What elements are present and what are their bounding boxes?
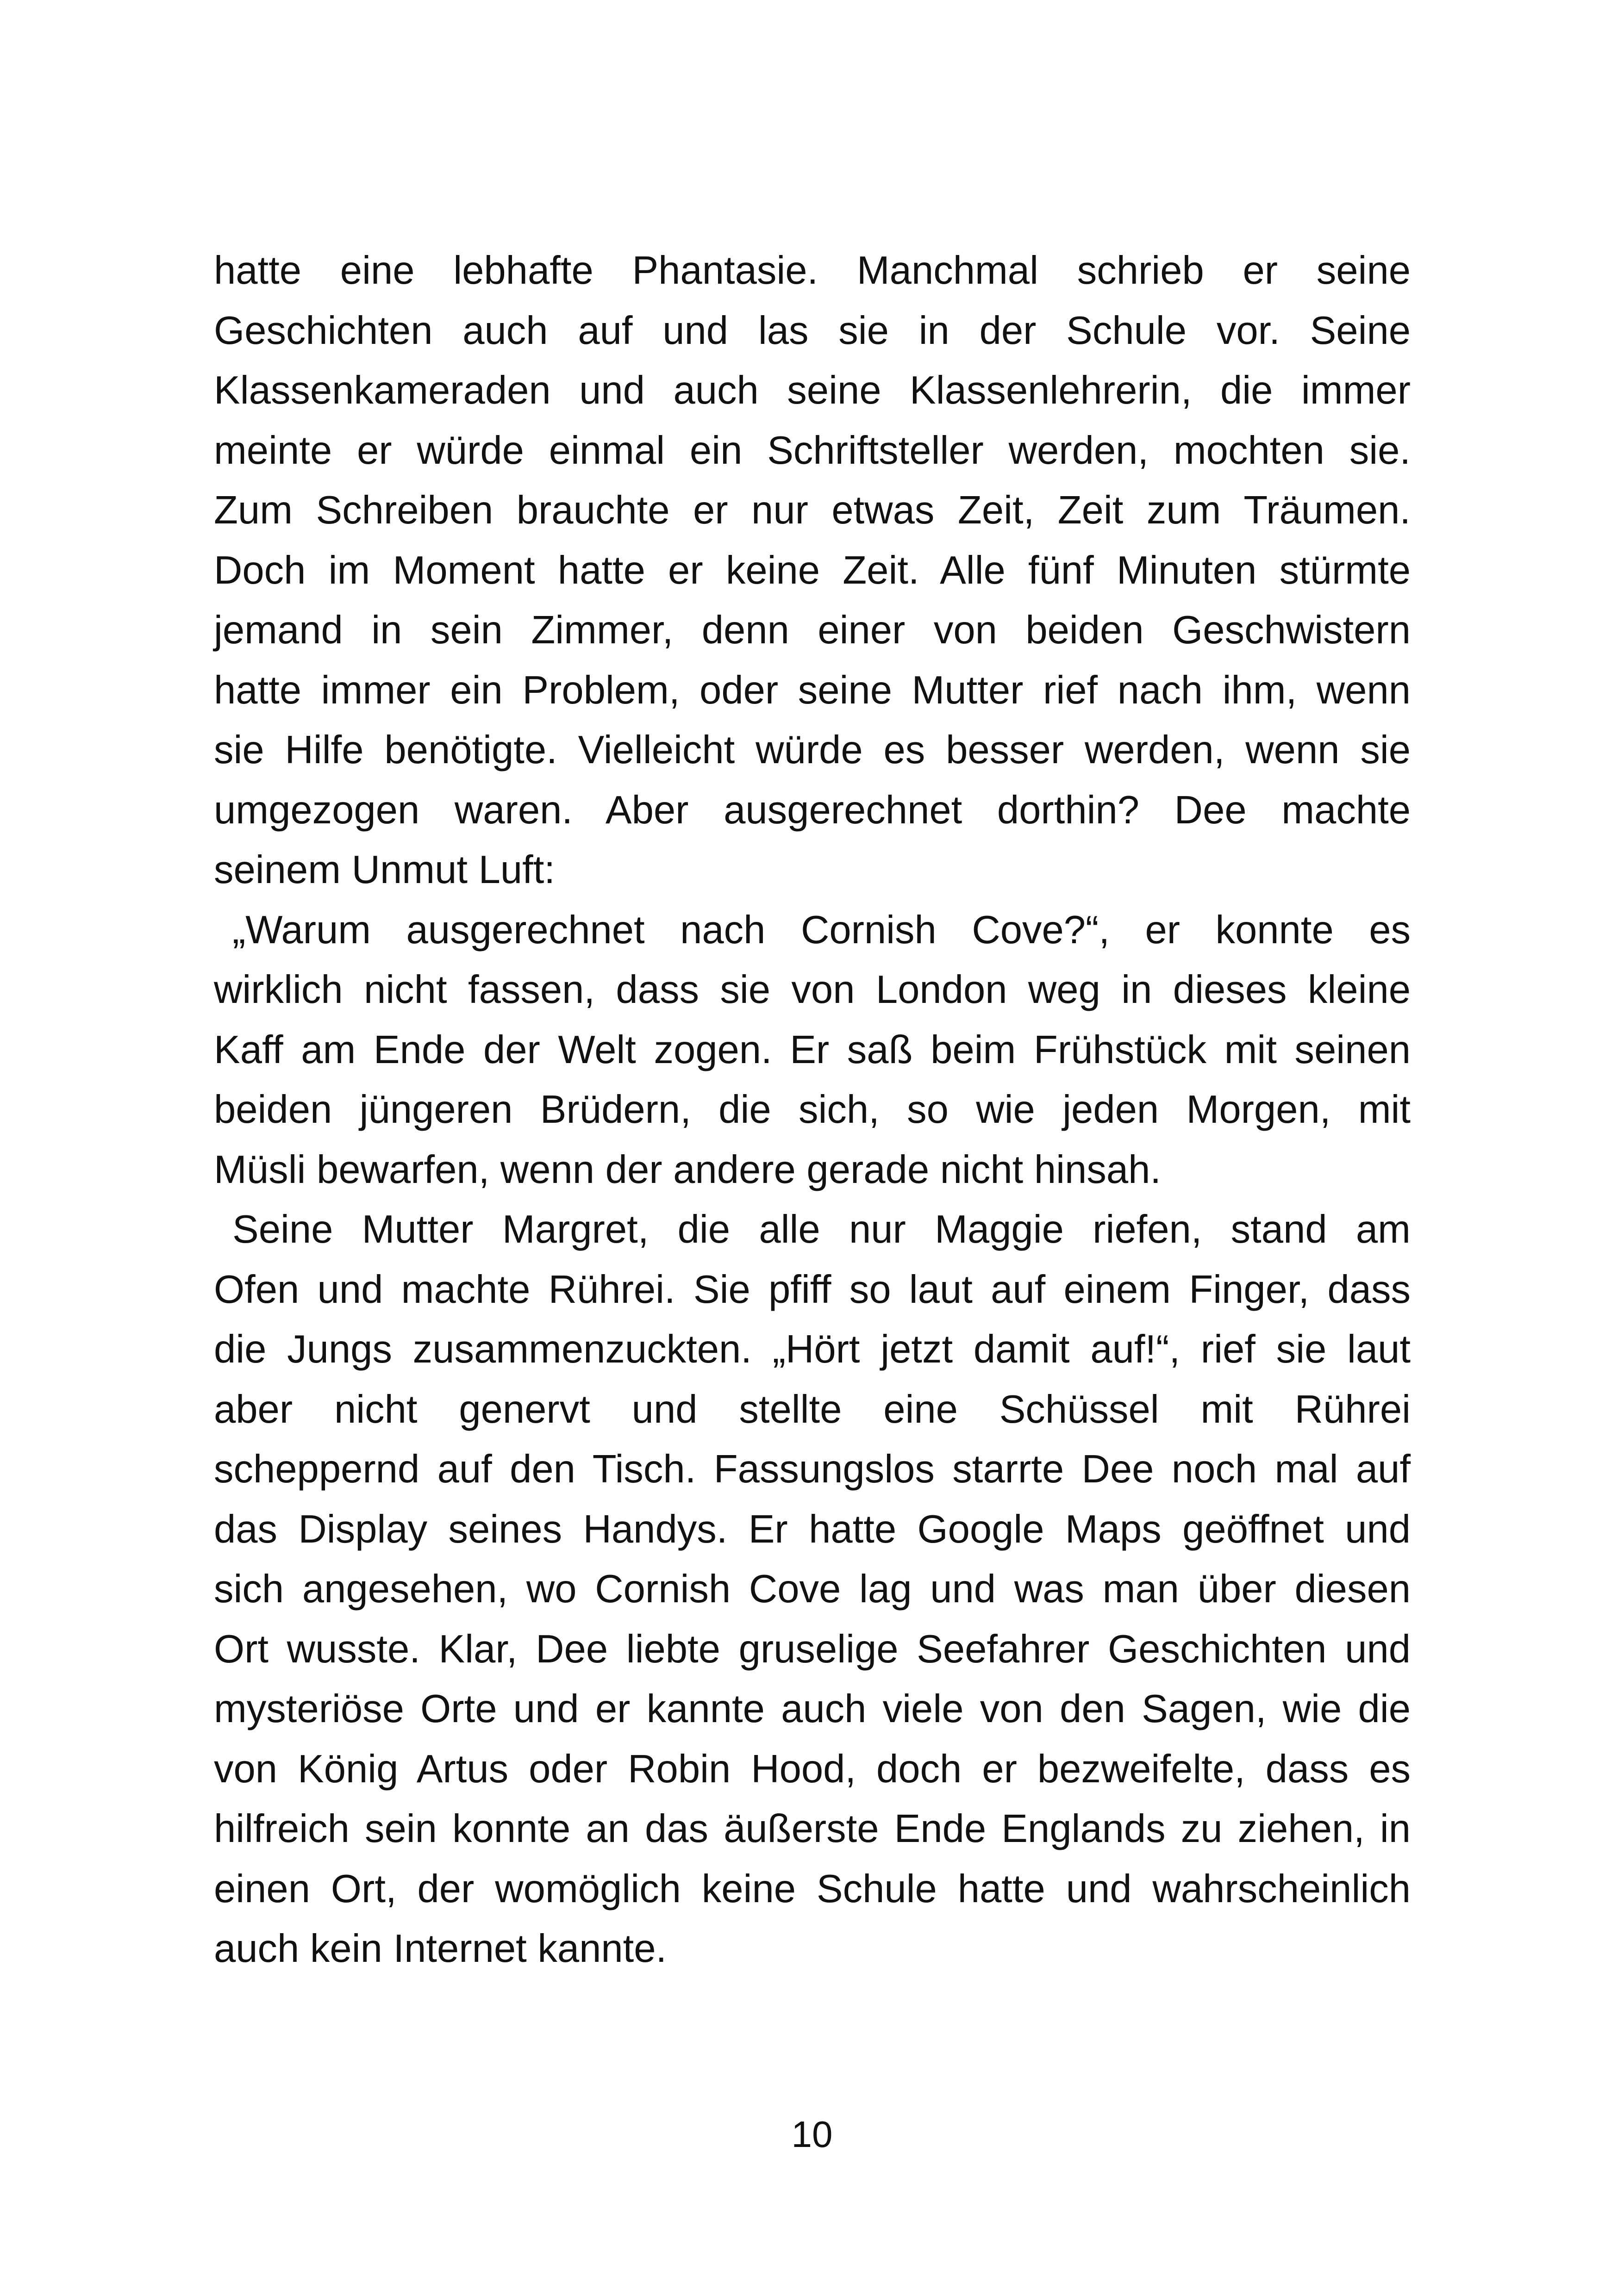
text-line: einen Ort, der womöglich keine Schule hatte und wahrscheinlich [214,1867,1411,1911]
text-line: hatte immer ein Problem, oder seine Mutter rief nach ihm, wenn [214,668,1411,712]
text-line: sich angesehen, wo Cornish Cove lag und was man über diesen [214,1567,1411,1611]
text-line: seinem Unmut Luft: [214,848,555,892]
text-line: Geschichten auch auf und las sie in der Schule vor. Seine [214,308,1411,353]
text-line: das Display seines Handys. Er hatte Google Maps geöffnet und [214,1507,1411,1551]
text-line: meinte er würde einmal ein Schriftsteller werden, mochten sie. [214,428,1411,473]
text-line: Ort wusste. Klar, Dee liebte gruselige Seefahrer Geschichten und [214,1627,1411,1671]
text-line: Zum Schreiben brauchte er nur etwas Zeit, Zeit zum Träumen. [214,488,1411,532]
text-line: jemand in sein Zimmer, denn einer von beiden Geschwistern [214,608,1411,652]
text-line: beiden jüngeren Brüdern, die sich, so wie jeden Morgen, mit [214,1088,1411,1132]
text-line: aber nicht genervt und stellte eine Schüssel mit Rührei [214,1387,1411,1431]
body-text [214,241,1411,1979]
text-line: Doch im Moment hatte er keine Zeit. Alle fünf Minuten stürmte [214,548,1411,592]
text-line: Ofen und machte Rührei. Sie pfiff so laut auf einem Finger, dass [214,1267,1411,1312]
text-line: umgezogen waren. Aber ausgerechnet dorthin? Dee machte [214,788,1411,832]
text-line: die Jungs zusammenzuckten. „Hört jetzt damit auf!“, rief sie laut [214,1327,1411,1371]
text-line: Müsli bewarfen, wenn der andere gerade nicht hinsah. [214,1147,1161,1192]
text-line: von König Artus oder Robin Hood, doch er bezweifelte, dass es [214,1747,1411,1791]
text-line: scheppernd auf den Tisch. Fassungslos starrte Dee noch mal auf [214,1447,1411,1491]
text-line: hatte eine lebhafte Phantasie. Manchmal schrieb er seine [214,249,1411,292]
text-line: „Warum ausgerechnet nach Cornish Cove?“, er konnte es [232,908,1411,952]
text-line: wirklich nicht fassen, dass sie von London weg in dieses kleine [214,968,1411,1012]
text-line: auch kein Internet kannte. [214,1927,667,1971]
page-number: 10 [791,2114,833,2155]
text-line: sie Hilfe benötigte. Vielleicht würde es besser werden, wenn sie [214,728,1411,772]
text-line: Klassenkameraden und auch seine Klassenlehrerin, die immer [214,368,1411,412]
text-line: mysteriöse Orte und er kannte auch viele von den Sagen, wie die [214,1687,1411,1731]
text-line: hilfreich sein konnte an das äußerste Ende Englands zu ziehen, in [214,1807,1411,1851]
text-line: Seine Mutter Margret, die alle nur Maggie riefen, stand am [232,1207,1411,1251]
text-line: Kaff am Ende der Welt zogen. Er saß beim Frühstück mit seinen [214,1027,1411,1072]
